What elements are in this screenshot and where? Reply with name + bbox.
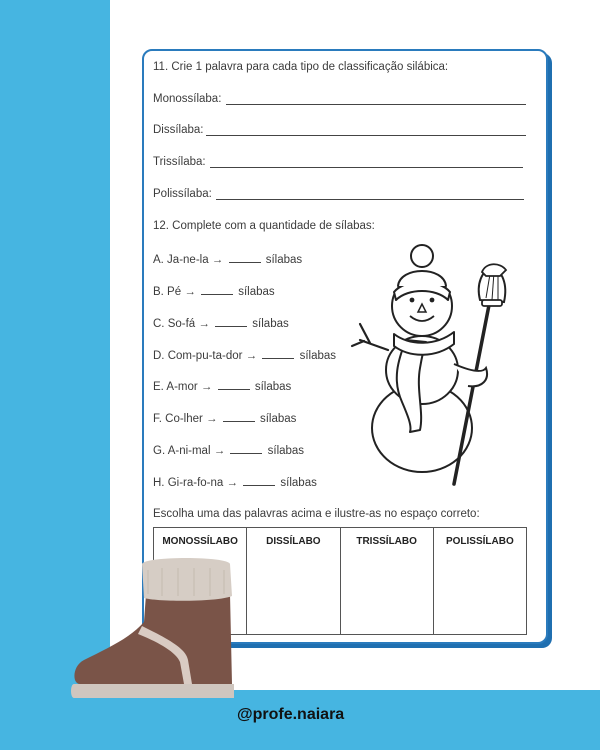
illustrate-prompt: Escolha uma das palavras acima e ilustre-as no espaço correto: bbox=[153, 508, 480, 520]
q12-blank[interactable] bbox=[215, 316, 247, 327]
q12-unit: sílabas bbox=[252, 318, 289, 330]
q12-item bbox=[153, 316, 289, 330]
q12-unit: sílabas bbox=[280, 477, 317, 489]
q12-unit: sílabas bbox=[267, 445, 305, 457]
q12-item bbox=[153, 252, 302, 266]
column-polissilabo[interactable] bbox=[433, 528, 526, 635]
column-header: MONOSSÍLABO bbox=[162, 536, 238, 547]
boot-illustration bbox=[68, 556, 238, 706]
q11-answer-line[interactable] bbox=[210, 167, 523, 168]
q11-answer-line[interactable] bbox=[226, 104, 526, 105]
q12-word: D. Com-pu-ta-dor → bbox=[153, 350, 258, 362]
q12-unit: sílabas bbox=[254, 381, 292, 393]
q12-word: E. A-mor → bbox=[153, 381, 213, 393]
q12-blank[interactable] bbox=[201, 284, 233, 295]
q12-unit: sílabas bbox=[238, 286, 275, 298]
q12-word: G. A-ni-mal → bbox=[153, 445, 226, 457]
column-header: TRISSÍLABO bbox=[356, 536, 417, 547]
q12-item bbox=[153, 443, 304, 457]
column-trissilabo[interactable] bbox=[340, 528, 433, 635]
q12-blank[interactable] bbox=[230, 443, 262, 454]
author-handle: @profe.naiara bbox=[237, 706, 345, 723]
q12-item bbox=[153, 284, 275, 298]
q12-item bbox=[153, 411, 296, 425]
q12-unit: sílabas bbox=[259, 413, 297, 425]
q11-prompt: 11. Crie 1 palavra para cada tipo de classificação silábica: bbox=[153, 61, 449, 73]
q12-item bbox=[153, 379, 291, 393]
q12-unit: sílabas bbox=[265, 254, 303, 266]
q12-word: A. Ja-ne-la → bbox=[153, 254, 224, 266]
q11-answer-line[interactable] bbox=[216, 199, 524, 200]
q12-word: C. So-fá → bbox=[153, 318, 210, 330]
q12-word: F. Co-lher → bbox=[153, 413, 218, 425]
column-header: DISSÍLABO bbox=[266, 536, 321, 547]
q12-blank[interactable] bbox=[223, 411, 255, 422]
q12-blank[interactable] bbox=[243, 475, 275, 486]
q11-answer-line[interactable] bbox=[206, 135, 526, 136]
q12-blank[interactable] bbox=[218, 379, 250, 390]
column-header: POLISSÍLABO bbox=[445, 536, 514, 547]
q11-item-polissilaba: Polissílaba: bbox=[153, 188, 212, 200]
q11-item-trissilaba: Trissílaba: bbox=[153, 156, 206, 168]
q12-item bbox=[153, 475, 317, 489]
q11-item-monossilaba: Monossílaba: bbox=[153, 93, 222, 105]
q12-blank[interactable] bbox=[262, 348, 294, 359]
q12-prompt: 12. Complete com a quantidade de sílabas: bbox=[153, 220, 375, 232]
q12-unit: sílabas bbox=[299, 350, 337, 362]
snowman-illustration bbox=[350, 240, 510, 490]
q11-item-dissilaba: Dissílaba: bbox=[153, 124, 204, 136]
q12-word: H. Gi-ra-fo-na → bbox=[153, 477, 238, 489]
q12-item bbox=[153, 348, 336, 362]
q12-blank[interactable] bbox=[229, 252, 261, 263]
column-dissilabo[interactable] bbox=[247, 528, 340, 635]
q12-word: B. Pé → bbox=[153, 286, 196, 298]
